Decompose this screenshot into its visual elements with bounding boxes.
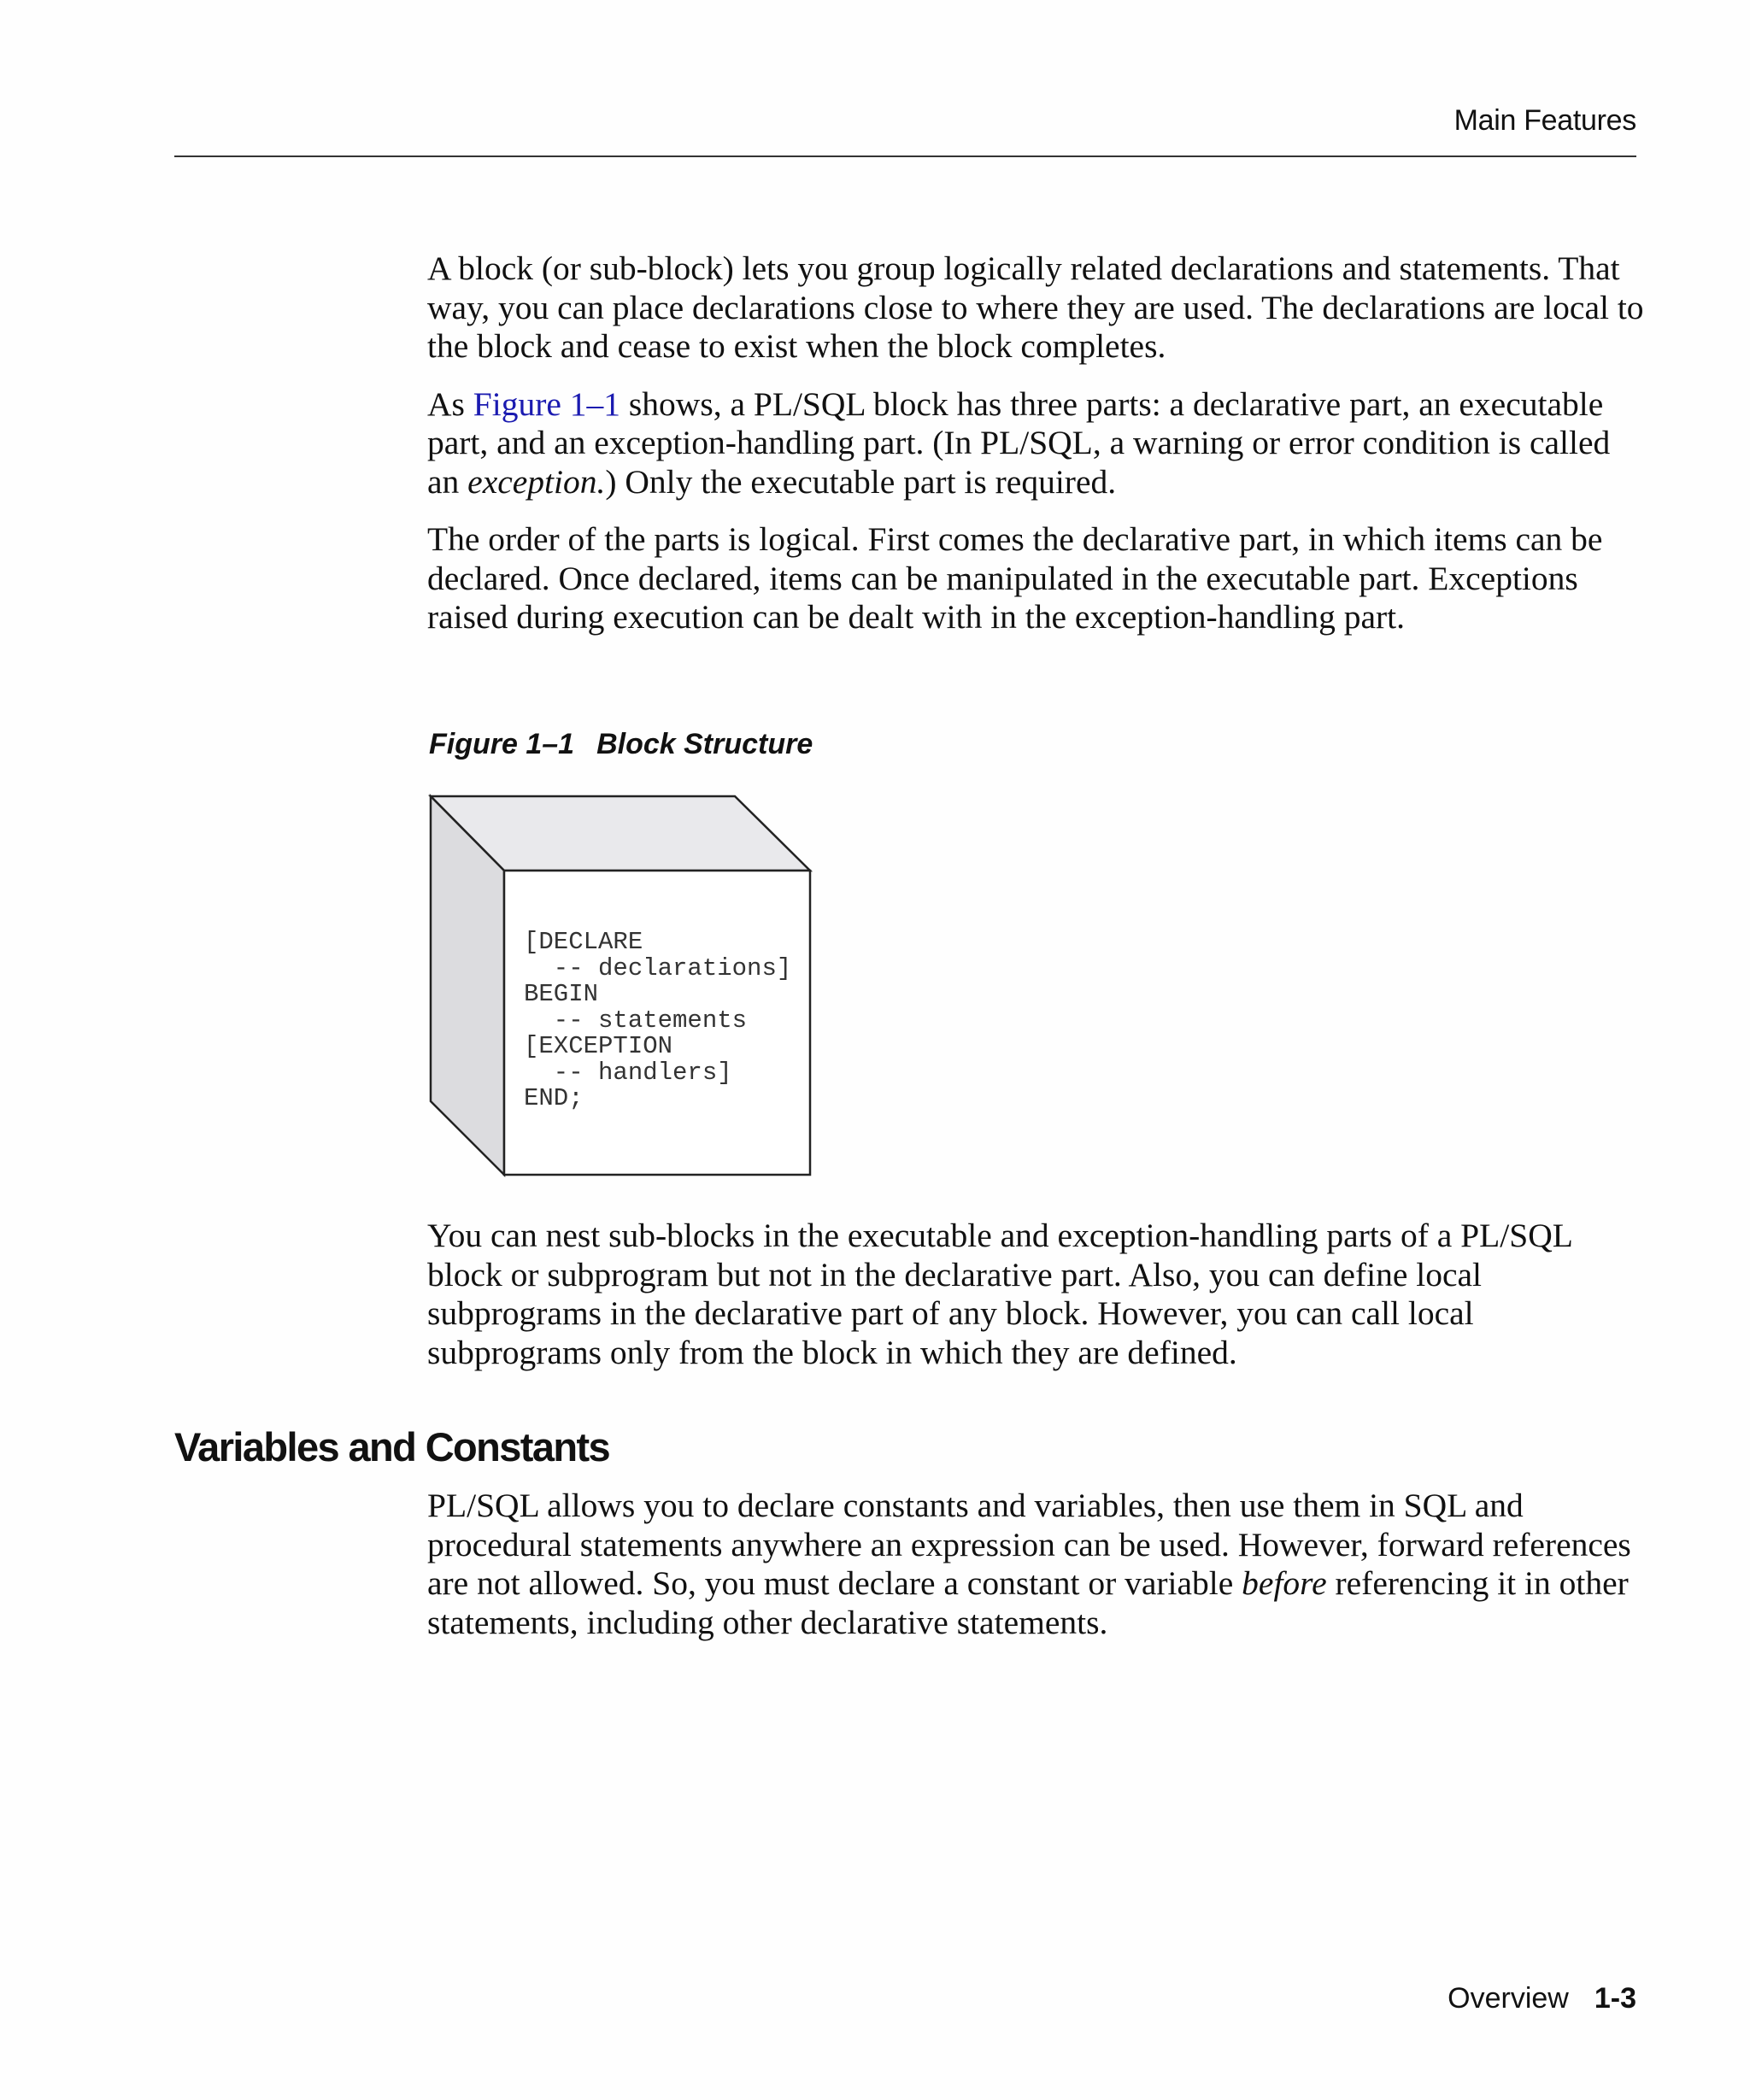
p2-text-middle: shows, a PL/SQL block has three parts: a declarative part, an executable part, and an exception-handling part. (In PL/SQL, a warning or error condition is called an <box>427 384 1611 501</box>
code-line: -- statements <box>524 1006 748 1035</box>
footer-chapter: Overview <box>1448 1982 1569 2015</box>
figure-caption <box>429 728 813 761</box>
paragraph-block-definition: A block (or sub-block) lets you group logically related declarations and statements. That way, you can place declarations close to where they are used. The declarations are local to the block and cease to exist when the block completes. <box>427 249 1644 365</box>
running-header: Main Features <box>1453 104 1636 137</box>
variables-text-before: PL/SQL allows you to declare constants and variables, then use them in SQL and procedural statements anywhere an expression can be used. However, forward references are not allowed. So, you must declare a constant or variable <box>427 1487 1631 1602</box>
code-line: [DECLARE <box>524 928 643 956</box>
paragraph-order-of-parts: The order of the parts is logical. First comes the declarative part, in which items can be declared. Once declared, items can be manipulated in the executable part. Exceptions raised during execution can be dealt with in the exception-handling part. <box>427 520 1603 636</box>
paragraph-variables <box>427 1487 1645 1642</box>
nesting-text <box>427 1217 1645 1372</box>
page-footer <box>1448 1982 1636 2015</box>
intro-text <box>427 249 1645 637</box>
code-line: -- handlers] <box>524 1058 732 1087</box>
p2-text-after: ) Only the executable part is required. <box>605 462 1117 501</box>
figure-1-1-link[interactable]: Figure 1–1 <box>473 384 621 423</box>
code-line: -- declarations] <box>524 953 792 983</box>
variables-text-after: referencing it in other statements, including other declarative statements. <box>427 1564 1629 1641</box>
page-number: 1-3 <box>1594 1982 1636 2015</box>
header-rule <box>174 155 1636 157</box>
code-line: END; <box>524 1084 584 1112</box>
figure-number: Figure 1–1 <box>429 728 575 760</box>
section-heading-variables-constants: Variables and Constants <box>174 1424 610 1469</box>
exception-emphasis: exception. <box>467 462 606 501</box>
before-emphasis: before <box>1242 1564 1327 1602</box>
code-line: [EXCEPTION <box>524 1032 673 1060</box>
variables-text <box>427 1487 1645 1642</box>
p2-text-before: As <box>427 384 473 423</box>
paragraph-nesting: You can nest sub-blocks in the executable and exception-handling parts of a PL/SQL block or subprogram but not in the declarative part. Also, you can define local subprograms in the declarative part of any block. However, you can call local subprograms only from the block in which they are defined. <box>427 1217 1572 1371</box>
paragraph-block-parts <box>427 385 1645 502</box>
block-structure-figure <box>427 793 820 1179</box>
figure-title: Block Structure <box>596 728 813 760</box>
pl-sql-block-code <box>524 930 791 1112</box>
code-line: BEGIN <box>524 980 599 1008</box>
